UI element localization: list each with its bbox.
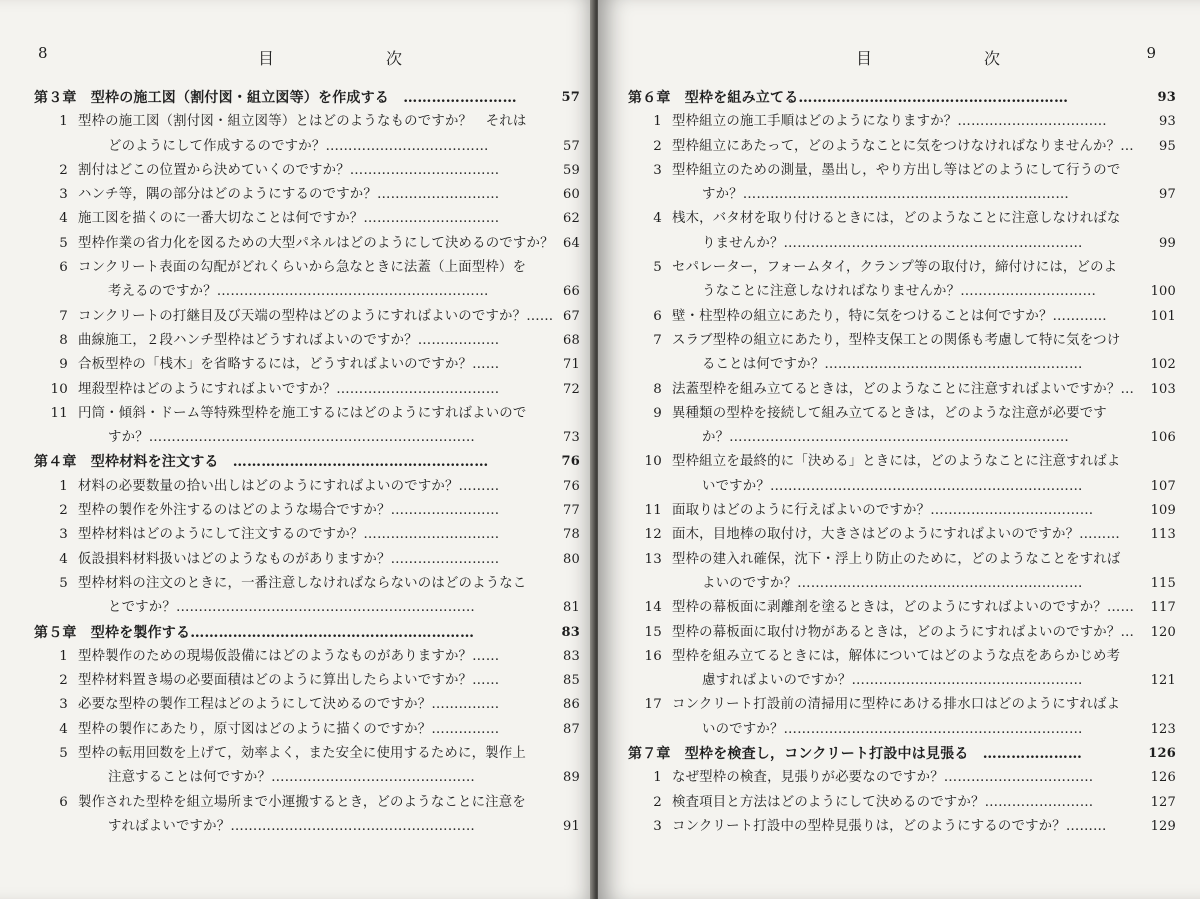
entry-text: 壁・柱型枠の組立にあたり，特に気をつけることは何ですか？………… [672, 308, 1107, 324]
entry-number: 2 [59, 673, 68, 689]
entry-page-number: 93 [1159, 114, 1176, 130]
page-header: 目 次 [258, 49, 451, 68]
toc-entry [628, 645, 1176, 669]
entry-page-number: 107 [1150, 478, 1176, 494]
chapter-entry [34, 621, 580, 645]
entry-text: 型枠材料はどのようにして注文するのですか？………………………… [78, 527, 500, 543]
entry-page-number: 89 [563, 770, 580, 786]
toc-entry [628, 815, 1176, 839]
toc-entry [34, 159, 580, 183]
entry-number: 9 [653, 405, 662, 421]
entry-page-number: 67 [563, 308, 580, 324]
entry-text: 割付はどこの位置から決めていくのですか？…………………………… [78, 162, 500, 178]
toc-entry [34, 353, 580, 377]
entry-page-number: 60 [563, 187, 580, 203]
toc-entry [34, 256, 580, 280]
toc-entry [34, 669, 580, 693]
toc-entry [34, 475, 580, 499]
entry-number: 4 [653, 211, 662, 227]
entry-text: なぜ型枠の検査，見張りが必要なのですか？…………………………… [672, 770, 1094, 786]
entry-page-number: 91 [563, 818, 580, 834]
entry-text: よいのですか？……………………………………………………… [702, 575, 1083, 591]
entry-page-number: 97 [1159, 187, 1176, 203]
entry-text: 型枠の建入れ確保，沈下・浮上り防止のために，どのようなことをすれば [672, 551, 1121, 567]
toc-entry [34, 426, 580, 450]
entry-number: 7 [653, 332, 662, 348]
toc-entry [34, 402, 580, 426]
entry-number: 17 [644, 697, 662, 713]
entry-number: 4 [59, 551, 68, 567]
entry-page-number: 93 [1157, 90, 1176, 105]
entry-number: 1 [59, 648, 68, 664]
entry-number: 15 [644, 624, 662, 640]
entry-page-number: 72 [563, 381, 580, 397]
entry-page-number: 126 [1148, 746, 1176, 762]
toc-entry [34, 135, 580, 159]
entry-number: 3 [653, 818, 662, 834]
entry-text: ハンチ等，隅の部分はどのようにするのですか？……………………… [78, 187, 500, 203]
toc-entry [628, 499, 1176, 523]
entry-number: 1 [59, 114, 68, 130]
toc-entry [34, 718, 580, 742]
entry-text: 第６章 型枠を組み立てる………………………………………………… [628, 90, 1069, 106]
entry-text: 曲線施工，２段ハンチ型枠はどうすればよいのですか？……………… [78, 332, 500, 348]
toc-entry [34, 815, 580, 839]
entry-number: 1 [653, 114, 662, 130]
entry-text: 必要な型枠の製作工程はどのようにして決めるのですか？…………… [78, 697, 500, 713]
toc-entry [628, 523, 1176, 547]
toc-entry [34, 329, 580, 353]
toc-entry [628, 329, 1176, 353]
entry-text: コンクリート打設中の型枠見張りは，どのようにするのですか？……… [672, 818, 1107, 834]
entry-text: 型枠組立にあたって，どのようなことに気をつけなければなりませんか？… [672, 138, 1134, 154]
entry-number: 6 [59, 794, 68, 810]
entry-text: 検査項目と方法はどのようにして決めるのですか？…………………… [672, 794, 1094, 810]
entry-text: 慮すればよいのですか？…………………………………………… [702, 673, 1083, 689]
entry-page-number: 76 [563, 478, 580, 494]
toc-entry [628, 766, 1176, 790]
toc-entry [34, 110, 580, 134]
toc-entry [34, 305, 580, 329]
toc-entry [34, 572, 580, 596]
entry-number: 11 [644, 503, 662, 519]
entry-page-number: 101 [1150, 308, 1176, 324]
entry-number: 2 [653, 794, 662, 810]
toc-entry [628, 207, 1176, 231]
entry-number: 6 [653, 308, 662, 324]
entry-page-number: 57 [561, 90, 580, 105]
toc-entry [34, 280, 580, 304]
toc-entry [628, 305, 1176, 329]
entry-page-number: 103 [1150, 381, 1176, 397]
chapter-entry [34, 450, 580, 474]
page-number: 8 [38, 44, 48, 62]
entry-page-number: 59 [563, 162, 580, 178]
entry-text: いですか？…………………………………………………………… [702, 478, 1083, 494]
chapter-entry [34, 86, 580, 110]
entry-number: 5 [59, 746, 68, 762]
entry-number: 10 [644, 454, 662, 470]
entry-text: 型枠組立のための測量，墨出し，やり方出し等はどのようにして行うので [672, 162, 1121, 178]
entry-number: 4 [59, 721, 68, 737]
entry-text: うなことに注意しなければなりませんか？………………………… [702, 284, 1097, 300]
entry-number: 5 [59, 575, 68, 591]
entry-text: 仮設損料材料扱いはどのようなものがありますか？…………………… [78, 551, 500, 567]
toc-entry [628, 693, 1176, 717]
entry-text: コンクリート打設前の清掃用に型枠にあける排水口はどのようにすればよ [672, 697, 1121, 713]
entry-page-number: 117 [1150, 600, 1176, 616]
entry-page-number: 64 [563, 235, 580, 251]
entry-text: 型枠製作のための現場仮設備にはどのようなものがありますか？…… [78, 648, 500, 664]
toc-entry [628, 135, 1176, 159]
entry-text: 型枠組立を最終的に「決める」ときには，どのようなことに注意すればよ [672, 454, 1121, 470]
entry-page-number: 77 [563, 503, 580, 519]
toc-entry [628, 183, 1176, 207]
toc-entry [628, 256, 1176, 280]
entry-number: 9 [59, 357, 68, 373]
toc-entry [34, 523, 580, 547]
entry-text: 第４章 型枠材料を注文する ……………………………………………… [34, 454, 489, 471]
entry-text: 注意することは何ですか？……………………………………… [108, 770, 475, 786]
entry-number: 8 [653, 381, 662, 397]
entry-number: 11 [50, 405, 68, 421]
entry-number: 3 [59, 527, 68, 543]
entry-text: すればよいですか？……………………………………………… [108, 818, 475, 834]
entry-text: 法蓋型枠を組み立てるときは，どのようなことに注意すればよいですか？… [672, 381, 1135, 397]
toc-list [628, 86, 1176, 839]
page-number: 9 [1146, 44, 1156, 62]
entry-text: コンクリート表面の勾配がどれくらいから急なときに法蓋（上面型枠）を [78, 260, 527, 276]
entry-text: 考えるのですか？…………………………………………………… [108, 284, 489, 300]
entry-text: 型枠材料置き場の必要面積はどのように算出したらよいですか？…… [78, 673, 500, 689]
toc-entry [34, 791, 580, 815]
toc-entry [628, 426, 1176, 450]
toc-list [34, 86, 580, 839]
toc-entry [628, 621, 1176, 645]
entry-text: 型枠の施工図（割付図・組立図等）とはどのようなものですか？ それは [78, 114, 527, 130]
entry-text: 型枠組立の施工手順はどのようになりますか？…………………………… [672, 114, 1107, 130]
toc-entry [34, 232, 580, 256]
entry-page-number: 85 [563, 673, 580, 689]
entry-text: 第５章 型枠を製作する…………………………………………………… [34, 624, 475, 641]
toc-entry [628, 548, 1176, 572]
toc-entry [628, 378, 1176, 402]
entry-number: 13 [644, 551, 662, 567]
entry-number: 10 [50, 381, 68, 397]
toc-entry [34, 548, 580, 572]
entry-number: 2 [59, 162, 68, 178]
entry-text: 面取りはどのように行えばよいのですか？……………………………… [672, 503, 1094, 519]
right-page [598, 0, 1200, 899]
entry-text: セパレーター，フォームタイ，クランプ等の取付け，締付けには，どのよ [672, 260, 1118, 276]
chapter-entry [628, 86, 1176, 110]
entry-page-number: 86 [563, 697, 580, 713]
entry-page-number: 95 [1159, 138, 1176, 154]
entry-number: 1 [653, 770, 662, 786]
toc-entry [628, 791, 1176, 815]
entry-page-number: 68 [563, 332, 580, 348]
toc-entry [628, 232, 1176, 256]
entry-page-number: 129 [1150, 818, 1176, 834]
toc-entry [628, 450, 1176, 474]
entry-page-number: 83 [563, 648, 580, 664]
entry-number: 6 [59, 260, 68, 276]
entry-text: か？………………………………………………………………… [702, 430, 1069, 446]
entry-number: 5 [653, 260, 662, 276]
entry-text: スラブ型枠の組立にあたり，型枠支保工との関係も考慮して特に気をつけ [672, 332, 1121, 348]
entry-number: 4 [59, 211, 68, 227]
entry-text: 型枠の製作を外注するのはどのような場合ですか？…………………… [78, 503, 500, 519]
entry-text: 型枠の転用回数を上げて，効率よく，また安全に使用するために，製作上 [78, 746, 526, 762]
entry-page-number: 109 [1150, 503, 1176, 519]
entry-text: コンクリートの打継目及び天端の型枠はどのようにすればよいのですか？…… [78, 308, 554, 324]
entry-number: 2 [59, 503, 68, 519]
entry-page-number: 100 [1150, 284, 1176, 300]
entry-page-number: 76 [561, 454, 580, 470]
entry-number: 14 [644, 600, 662, 616]
left-page [0, 0, 596, 899]
entry-text: りませんか？………………………………………………………… [702, 235, 1083, 251]
entry-text: 異種類の型枠を接続して組み立てるときは，どのような注意が必要です [672, 405, 1107, 421]
entry-text: 第７章 型枠を検査し，コンクリート打設中は見張る ………………… [628, 746, 1083, 763]
toc-entry [34, 742, 580, 766]
entry-text: 型枠の製作にあたり，原寸図はどのように描くのですか？…………… [78, 721, 500, 737]
entry-page-number: 123 [1150, 721, 1176, 737]
entry-text: 型枠を組み立てるときには，解体についてはどのような点をあらかじめ考 [672, 648, 1121, 664]
entry-page-number: 126 [1150, 770, 1176, 786]
entry-number: 3 [653, 162, 662, 178]
toc-entry [628, 280, 1176, 304]
entry-page-number: 66 [563, 284, 580, 300]
entry-page-number: 127 [1150, 794, 1176, 810]
toc-entry [34, 499, 580, 523]
entry-number: 1 [59, 478, 68, 494]
entry-text: 円筒・傾斜・ドーム等特殊型枠を施工するにはどのようにすればよいので [78, 405, 527, 421]
entry-text: 型枠作業の省力化を図るための大型パネルはどのようにして決めるのですか？ [78, 235, 554, 251]
toc-entry [628, 596, 1176, 620]
entry-text: 施工図を描くのに一番大切なことは何ですか？………………………… [78, 211, 500, 227]
entry-text: どのようにして作成するのですか？……………………………… [108, 138, 489, 154]
entry-number: 2 [653, 138, 662, 154]
entry-number: 3 [59, 697, 68, 713]
entry-text: 型枠の幕板面に剥離剤を塗るときは，どのようにすればよいのですか？…… [672, 600, 1135, 616]
entry-text: 桟木，バタ材を取り付けるときには，どのようなことに注意しなければな [672, 211, 1121, 227]
entry-number: 5 [59, 235, 68, 251]
entry-text: すか？……………………………………………………………… [702, 187, 1069, 203]
toc-entry [628, 718, 1176, 742]
entry-page-number: 113 [1150, 527, 1176, 543]
entry-page-number: 80 [563, 551, 580, 567]
toc-entry [34, 645, 580, 669]
entry-text: すか？……………………………………………………………… [108, 430, 475, 446]
entry-text: 合板型枠の「桟木」を省略するには，どうすればよいのですか？…… [78, 357, 500, 373]
entry-page-number: 102 [1150, 357, 1176, 373]
entry-text: 埋殺型枠はどのようにすればよいですか？……………………………… [78, 381, 500, 397]
entry-page-number: 71 [563, 357, 580, 373]
toc-entry [628, 110, 1176, 134]
entry-page-number: 106 [1150, 430, 1176, 446]
entry-number: 7 [59, 308, 68, 324]
toc-entry [628, 572, 1176, 596]
entry-number: 16 [644, 648, 662, 664]
entry-text: 型枠の幕板面に取付け物があるときは，どのようにすればよいのですか？… [672, 624, 1135, 640]
entry-number: 8 [59, 332, 68, 348]
entry-page-number: 81 [563, 600, 580, 616]
entry-text: 型枠材料の注文のときに，一番注意しなければならないのはどのようなこ [78, 575, 527, 591]
entry-page-number: 99 [1159, 235, 1176, 251]
entry-page-number: 121 [1150, 673, 1176, 689]
toc-entry [628, 402, 1176, 426]
entry-page-number: 73 [563, 430, 580, 446]
toc-entry [34, 596, 580, 620]
entry-number: 12 [644, 527, 662, 543]
entry-number: 3 [59, 187, 68, 203]
toc-entry [34, 693, 580, 717]
page-header: 目 次 [856, 49, 1049, 68]
entry-text: ることは何ですか？………………………………………………… [702, 357, 1083, 373]
entry-text: 第３章 型枠の施工図（割付図・組立図等）を作成する …………………… [34, 90, 517, 106]
toc-entry [34, 378, 580, 402]
entry-page-number: 62 [563, 211, 580, 227]
toc-entry [34, 766, 580, 790]
toc-entry [34, 183, 580, 207]
toc-entry [628, 159, 1176, 183]
entry-page-number: 83 [561, 624, 580, 640]
entry-text: 材料の必要数量の拾い出しはどのようにすればよいのですか？……… [78, 478, 500, 494]
entry-page-number: 87 [563, 721, 580, 737]
toc-entry [34, 207, 580, 231]
entry-text: いのですか？………………………………………………………… [702, 721, 1083, 737]
entry-text: 面木，目地棒の取付け，大きさはどのようにすればよいのですか？……… [672, 527, 1120, 543]
toc-entry [628, 353, 1176, 377]
chapter-entry [628, 742, 1176, 766]
entry-page-number: 57 [563, 138, 580, 154]
toc-entry [628, 669, 1176, 693]
entry-page-number: 78 [563, 527, 580, 543]
entry-text: とですか？………………………………………………………… [108, 600, 475, 616]
entry-text: 製作された型枠を組立場所まで小運搬するとき，どのようなことに注意を [78, 794, 526, 810]
entry-page-number: 115 [1150, 575, 1176, 591]
entry-page-number: 120 [1150, 624, 1176, 640]
toc-entry [628, 475, 1176, 499]
